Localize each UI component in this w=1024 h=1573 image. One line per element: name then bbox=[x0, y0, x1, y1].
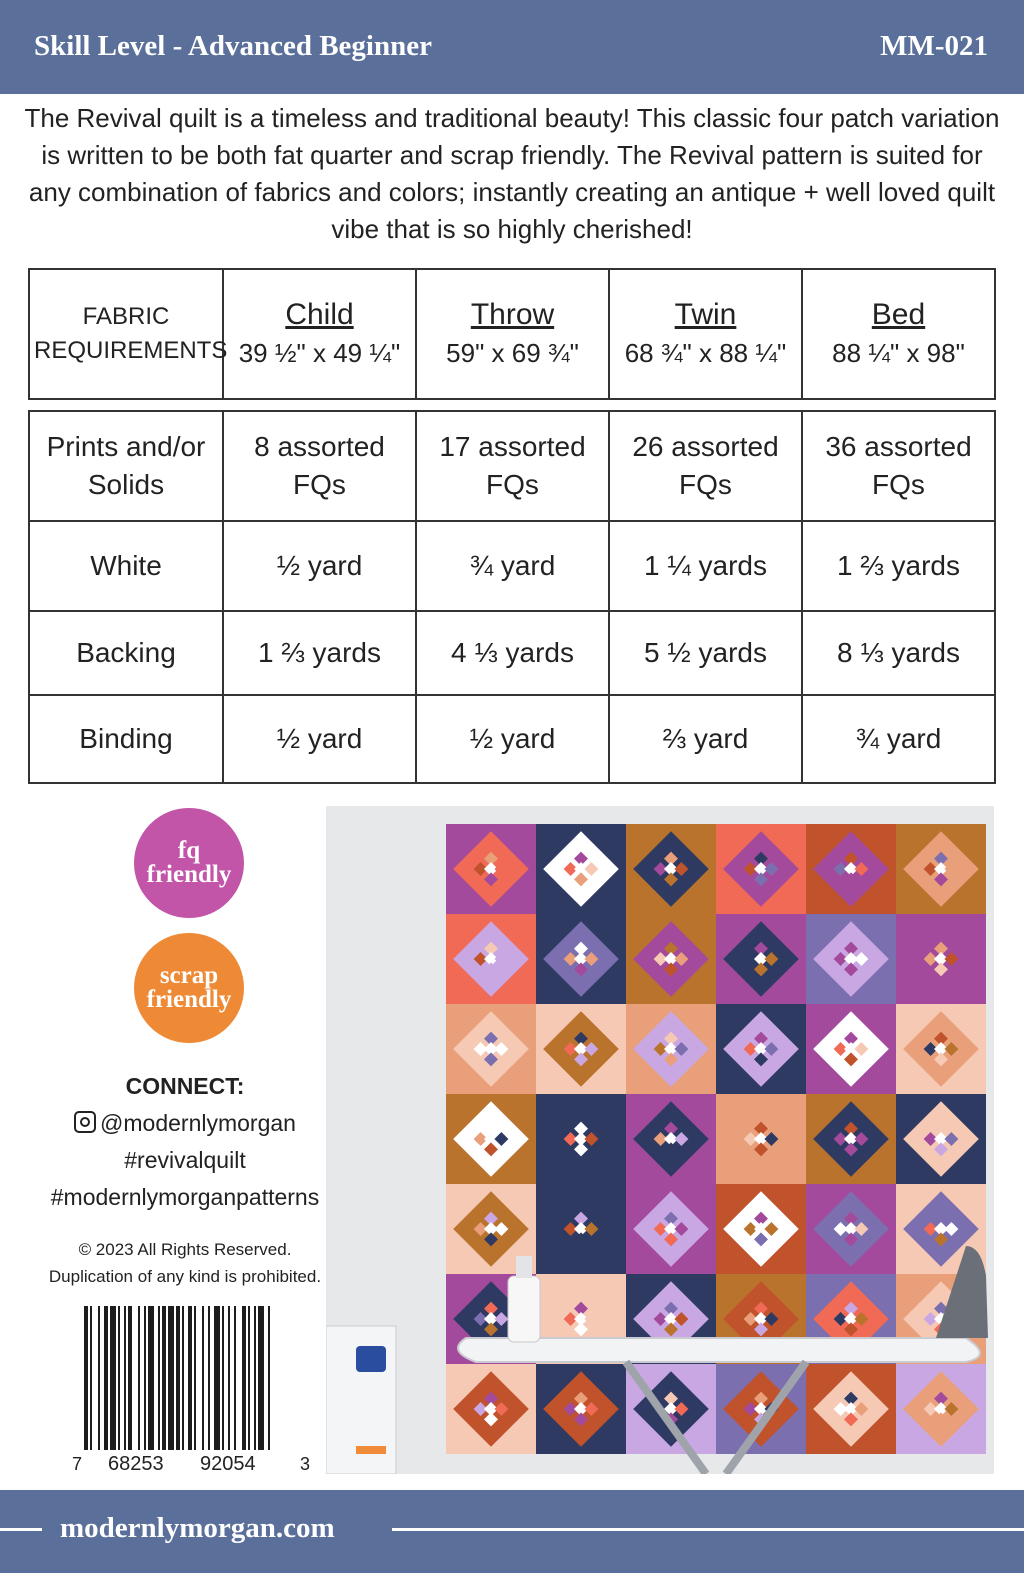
connect-heading: CONNECT: bbox=[125, 1073, 245, 1099]
barcode-bar bbox=[176, 1306, 180, 1450]
size-dims: 88 ¼" x 98" bbox=[832, 338, 965, 368]
label-line: Prints and/or bbox=[46, 431, 206, 462]
cell-line: FQs bbox=[486, 469, 539, 500]
table-cell: ¾ yard bbox=[416, 521, 609, 611]
table-row bbox=[29, 411, 995, 521]
table-cell: 8 ⅓ yards bbox=[802, 611, 995, 695]
barcode-bar bbox=[242, 1306, 246, 1450]
barcode-group1: 68253 bbox=[108, 1453, 164, 1474]
barcode-bar bbox=[222, 1306, 224, 1450]
barcode-bar bbox=[124, 1306, 126, 1450]
table-cell: 5 ½ yards bbox=[609, 611, 802, 695]
legal-notice bbox=[40, 1236, 330, 1290]
machine-accent bbox=[356, 1446, 386, 1454]
spray-nozzle bbox=[516, 1256, 532, 1278]
cell-line: 8 assorted bbox=[254, 431, 385, 462]
badge-line: friendly bbox=[146, 861, 232, 888]
scrap-friendly-badge bbox=[134, 933, 244, 1043]
barcode-bar bbox=[84, 1306, 88, 1450]
barcode-bar bbox=[138, 1306, 140, 1450]
row-label-white: White bbox=[29, 521, 223, 611]
top-banner bbox=[0, 0, 1024, 94]
barcode-bar bbox=[194, 1306, 196, 1450]
duplication-notice: Duplication of any kind is prohibited. bbox=[48, 1267, 322, 1286]
barcode-bar bbox=[182, 1306, 184, 1450]
table-cell: ½ yard bbox=[223, 695, 416, 783]
instagram-handle[interactable]: @modernlymorgan bbox=[100, 1110, 296, 1136]
divider bbox=[0, 1528, 42, 1531]
hashtag: #revivalquilt bbox=[124, 1147, 246, 1173]
copyright: © 2023 All Rights Reserved. bbox=[78, 1240, 292, 1259]
size-dims: 59" x 69 ¾" bbox=[446, 338, 579, 368]
size-twin bbox=[609, 269, 802, 399]
instagram-line bbox=[40, 1105, 330, 1142]
barcode-bar bbox=[248, 1306, 250, 1450]
cell-line: 36 assorted bbox=[825, 431, 972, 462]
table-row bbox=[29, 521, 995, 611]
table-cell: 4 ⅓ yards bbox=[416, 611, 609, 695]
quilt-photo bbox=[326, 806, 994, 1474]
divider bbox=[392, 1528, 1024, 1531]
barcode-bar bbox=[148, 1306, 154, 1450]
size-name: Twin bbox=[674, 298, 737, 331]
website-link[interactable]: modernlymorgan.com bbox=[60, 1512, 335, 1544]
cell-line: 17 assorted bbox=[439, 431, 586, 462]
table-cell bbox=[223, 411, 416, 521]
size-dims: 68 ¾" x 88 ¼" bbox=[624, 338, 787, 368]
row-label-binding: Binding bbox=[29, 695, 223, 783]
barcode-bar bbox=[188, 1306, 192, 1450]
badge-line: fq bbox=[177, 837, 201, 864]
table-cell: 1 ¼ yards bbox=[609, 521, 802, 611]
barcode-bar bbox=[110, 1306, 116, 1450]
table-cell: ½ yard bbox=[416, 695, 609, 783]
size-name: Throw bbox=[470, 298, 555, 331]
bottom-banner bbox=[0, 1490, 1024, 1573]
barcode-bar bbox=[158, 1306, 160, 1450]
row-label-prints bbox=[29, 411, 223, 521]
table-cell: ½ yard bbox=[223, 521, 416, 611]
barcode-bar bbox=[258, 1306, 264, 1450]
table-cell: 1 ⅔ yards bbox=[223, 611, 416, 695]
barcode-bar bbox=[162, 1306, 166, 1450]
barcode-bar bbox=[144, 1306, 146, 1450]
barcode-bar bbox=[104, 1306, 108, 1450]
barcode-bar bbox=[208, 1306, 210, 1450]
label-line: Solids bbox=[87, 469, 165, 500]
connect-block bbox=[40, 1068, 330, 1216]
fabric-requirements-table bbox=[28, 268, 996, 784]
barcode-group2: 92054 bbox=[200, 1453, 256, 1474]
barcode-bar bbox=[214, 1306, 220, 1450]
instagram-icon bbox=[74, 1111, 96, 1133]
skill-level: Skill Level - Advanced Beginner bbox=[34, 30, 432, 62]
table-row bbox=[29, 611, 995, 695]
cell-line: 26 assorted bbox=[632, 431, 779, 462]
table-cell: ¾ yard bbox=[802, 695, 995, 783]
pattern-code: MM-021 bbox=[880, 30, 988, 62]
barcode-bar bbox=[202, 1306, 204, 1450]
barcode-bar bbox=[254, 1306, 256, 1450]
barcode-bar bbox=[234, 1306, 236, 1450]
barcode-bar bbox=[128, 1306, 132, 1450]
barcode-digit-first: 7 bbox=[72, 1454, 83, 1474]
fq-friendly-badge bbox=[134, 808, 244, 918]
spray-bottle bbox=[508, 1276, 540, 1342]
table-cell bbox=[609, 411, 802, 521]
table-cell: 1 ⅔ yards bbox=[802, 521, 995, 611]
cell-line: FQs bbox=[872, 469, 925, 500]
row-label-backing: Backing bbox=[29, 611, 223, 695]
table-cell bbox=[416, 411, 609, 521]
barcode-bar bbox=[118, 1306, 120, 1450]
table-cell bbox=[802, 411, 995, 521]
pattern-description: The Revival quilt is a timeless and traditional beauty! This classic four patch variation is written to be both fat quarter and scrap friendly. The Revival pattern is suited for any combination of fabrics and colors; instantly creating an antique + well loved quilt vibe that is so highly cherished! bbox=[24, 103, 1000, 244]
barcode-bar bbox=[90, 1306, 92, 1450]
hashtag: #modernlymorganpatterns bbox=[50, 1184, 320, 1210]
cell-line: FQs bbox=[679, 469, 732, 500]
size-header-row bbox=[29, 269, 995, 399]
barcode-bar bbox=[98, 1306, 100, 1450]
size-name: Bed bbox=[871, 298, 926, 331]
corner-line2: REQUIREMENTS bbox=[34, 337, 228, 364]
size-child bbox=[223, 269, 416, 399]
size-throw bbox=[416, 269, 609, 399]
cell-line: FQs bbox=[293, 469, 346, 500]
table-row bbox=[29, 695, 995, 783]
corner-line1: FABRIC bbox=[82, 303, 170, 330]
machine-panel bbox=[356, 1346, 386, 1372]
size-bed bbox=[802, 269, 995, 399]
barcode-digit-last: 3 bbox=[300, 1454, 311, 1474]
size-dims: 39 ½" x 49 ¼" bbox=[238, 338, 401, 368]
badge-line: friendly bbox=[146, 986, 232, 1013]
table-cell: ⅔ yard bbox=[609, 695, 802, 783]
table-corner bbox=[29, 269, 228, 399]
barcode-bar bbox=[168, 1306, 174, 1450]
barcode-bar bbox=[228, 1306, 230, 1450]
quilt-illustration bbox=[326, 806, 994, 1474]
barcode-bars bbox=[70, 1306, 314, 1474]
size-name: Child bbox=[285, 298, 354, 331]
badge-line: scrap bbox=[159, 962, 219, 989]
barcode bbox=[70, 1306, 314, 1474]
barcode-bar bbox=[268, 1306, 270, 1450]
